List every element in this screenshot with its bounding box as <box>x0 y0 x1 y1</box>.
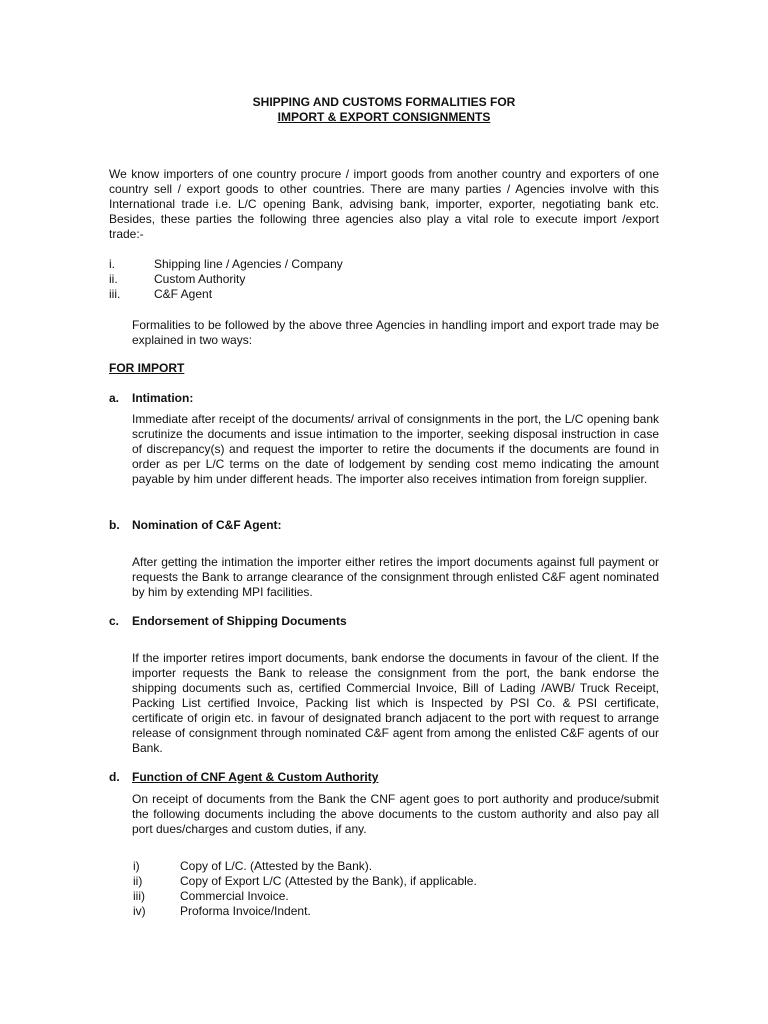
list-item <box>133 874 633 889</box>
list-item-text: Copy of L/C. (Attested by the Bank). <box>180 859 373 873</box>
section-body-nomination: After getting the intimation the importer either retires the import documents against full payment or requests the Bank to arrange clearance of the consignment through enlisted C&F agent nominated by him by extending MPI facilities. <box>132 555 659 599</box>
list-item-text: Custom Authority <box>154 272 246 286</box>
list-item-number: iv) <box>133 904 146 918</box>
intro-paragraph: We know importers of one country procure / import goods from another country and exporters of one country sell / export goods to other countries. There are many parties / Agencies involve with this International trade i.e. L/C opening Bank, advising bank, importer, exporter, negotiating bank etc. Besides, these parties the following three agencies also play a vital role to execute import /export trade:- <box>109 167 659 241</box>
list-item-text: C&F Agent <box>154 287 213 301</box>
section-letter: b. <box>109 518 120 532</box>
list-item-number: i. <box>109 257 115 271</box>
list-item-number: i) <box>133 859 140 873</box>
section-letter: d. <box>109 770 120 784</box>
section-body-cnf-function: On receipt of documents from the Bank the CNF agent goes to port authority and produce/submit the following documents including the above documents to the custom authority and also pay all port dues/charges and custom duties, if any. <box>132 792 659 836</box>
document-title-line-2: IMPORT & EXPORT CONSIGNMENTS <box>277 110 491 124</box>
list-item-number: ii) <box>133 874 143 888</box>
section-letter: a. <box>109 391 120 405</box>
list-item <box>133 859 633 874</box>
list-item <box>133 889 633 904</box>
list-item-text: Shipping line / Agencies / Company <box>154 257 343 271</box>
list-item-text: Commercial Invoice. <box>180 889 289 903</box>
section-title: Nomination of C&F Agent: <box>132 518 282 532</box>
list-item-number: ii. <box>109 272 118 286</box>
section-letter: c. <box>109 614 120 628</box>
section-title: Function of CNF Agent & Custom Authority <box>132 770 379 784</box>
for-import-heading: FOR IMPORT <box>109 361 185 375</box>
formalities-paragraph: Formalities to be followed by the above three Agencies in handling import and export trade may be explained in two ways: <box>132 318 659 347</box>
agencies-list <box>109 257 609 302</box>
required-documents-list <box>133 859 633 919</box>
list-item-text: Proforma Invoice/Indent. <box>180 904 311 918</box>
list-item-text: Copy of Export L/C (Attested by the Bank), if applicable. <box>180 874 477 888</box>
section-title: Endorsement of Shipping Documents <box>132 614 347 628</box>
document-title-line-1: SHIPPING AND CUSTOMS FORMALITIES FOR <box>252 95 516 109</box>
section-body-endorsement: If the importer retires import documents, bank endorse the documents in favour of the client. If the importer requests the Bank to release the consignment from the port, the bank endorse the shipping documents such as, certified Commercial Invoice, Bill of Lading /AWB/ Truck Receipt, Packing List certified Invoice, Packing list which is Inspected by PSI Co. & PSI certificate, certificate of origin etc. in favour of designated branch adjacent to the port with request to arrange release of consignment through nominated C&F agent from among the enlisted C&F agents of our Bank. <box>132 651 659 755</box>
list-item-number: iii) <box>133 889 145 903</box>
list-item <box>109 272 609 287</box>
section-body-intimation: Immediate after receipt of the documents/ arrival of consignments in the port, the L/C opening bank scrutinize the documents and issue intimation to the importer, seeking disposal instruction in case of discrepancy(s) and request the importer to retire the documents if the documents are found in order as per L/C terms on the date of lodgement by sending cost memo indicating the amount payable by him under different heads. The importer also receives intimation from foreign supplier. <box>132 412 659 486</box>
section-title: Intimation: <box>132 391 194 405</box>
list-item <box>109 287 609 302</box>
list-item-number: iii. <box>109 287 121 301</box>
list-item <box>109 257 609 272</box>
list-item <box>133 904 633 919</box>
